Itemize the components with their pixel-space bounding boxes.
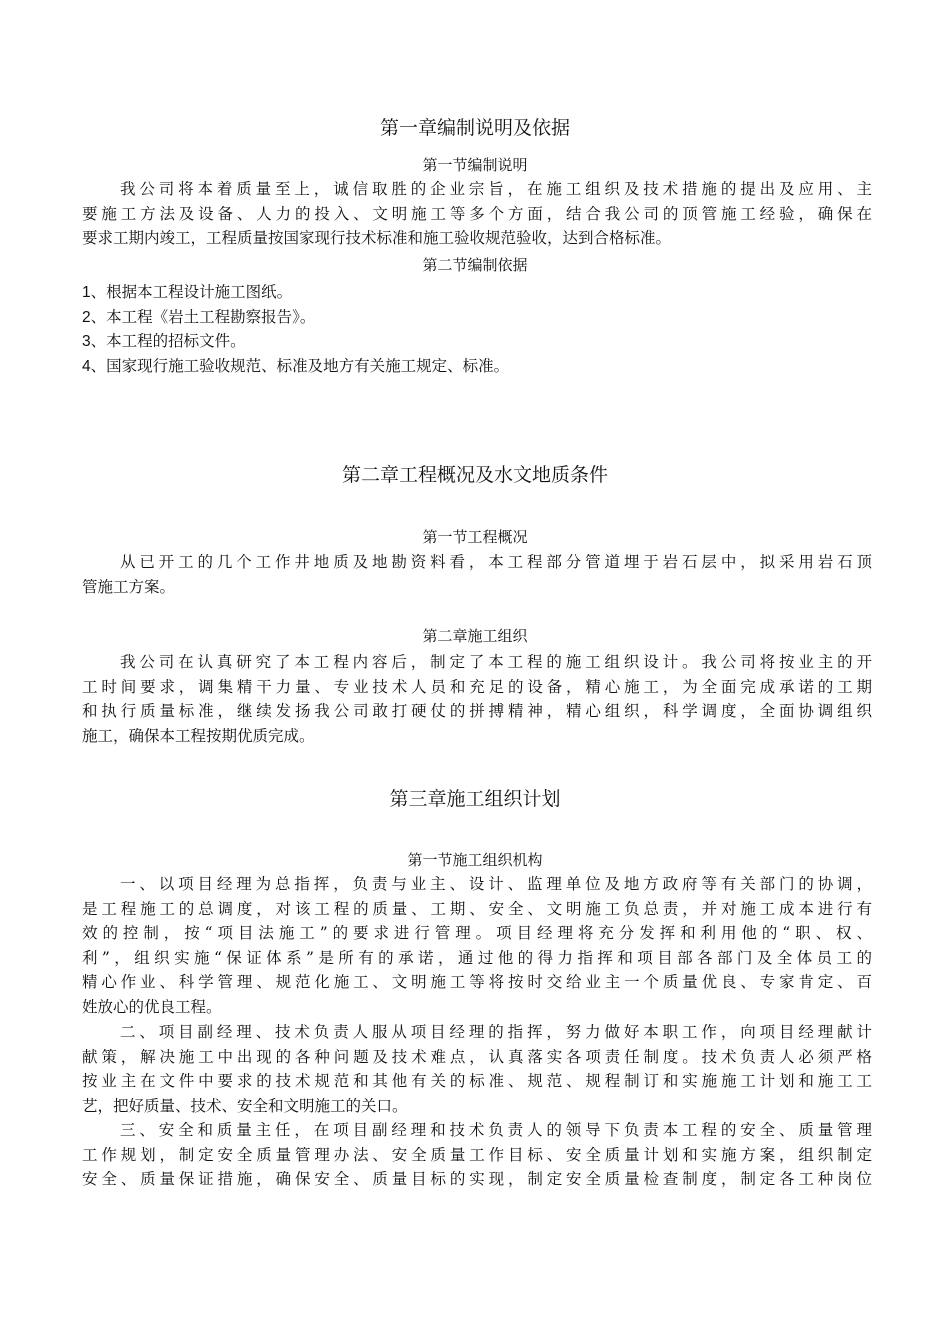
list-item-text: 、国家现行施工验收规范、标准及地方有关施工规定、标准。 [90, 356, 510, 375]
paragraph-line: 是工程施工的总调度，对该工程的质量、工期、安全、文明施工负总责，并对施工成本进行有 [82, 899, 872, 918]
paragraph-line: 艺，把好质量、技术、安全和文明施工的关口。 [82, 1096, 408, 1115]
paragraph-line: 三、安全和质量主任，在项目副经理和技术负责人的领导下负责本工程的安全、质量管理 [120, 1121, 872, 1139]
list-item [82, 354, 872, 379]
paragraph-line: 二、项目副经理、技术负责人服从项目经理的指挥，努力做好本职工作，向项目经理献计 [120, 1023, 872, 1041]
paragraph-line: 精心作业、科学管理、规范化施工、文明施工等将按时交给业主一个质量优良、专家肯定、百 [82, 973, 872, 992]
list-item [82, 305, 872, 330]
list-item-text: 、根据本工程设计施工图纸。 [90, 283, 293, 301]
paragraph-line: 按业主在文件中要求的技术规范和其他有关的标准、规范、规程制订和实施施工计划和施工工 [82, 1072, 872, 1091]
basis-list [82, 280, 872, 378]
chapter-2-section-1-paragraph [82, 550, 872, 599]
chapter-2-section-1-title: 第一节工程概况 [422, 528, 528, 546]
list-item [82, 280, 872, 305]
paragraph-line: 献策，解决施工中出现的各种问题及技术难点，认真落实各项责任制度。技术负责人必须严格 [82, 1047, 872, 1066]
paragraph-line: 安全、质量保证措施，确保安全、质量目标的实现，制定安全质量检查制度，制定各工种岗位 [82, 1170, 872, 1189]
paragraph-line: 从已开工的几个工作井地质及地勘资料看，本工程部分管道埋于岩石层中，拟采用岩石顶 [120, 553, 872, 571]
paragraph-line: 姓放心的优良工程。 [82, 997, 222, 1016]
list-item [82, 329, 872, 354]
paragraph-line: 工时间要求，调集精干力量、专业技术人员和充足的设备，精心施工，为全面完成承诺的工期 [82, 677, 872, 696]
chapter-3-title: 第三章施工组织计划 [389, 788, 561, 810]
paragraph-line: 工作规划，制定安全质量管理办法、安全质量工作目标、安全质量计划和实施方案，组织制定 [82, 1145, 872, 1164]
paragraph-line: 要求工期内竣工，工程质量按国家现行技术标准和施工验收规范验收，达到合格标准。 [82, 229, 672, 248]
chapter-1-title: 第一章编制说明及依据 [379, 117, 570, 139]
chapter-3-section-1-title: 第一节施工组织机构 [407, 851, 543, 869]
paragraph-line: 要施工方法及设备、人力的投入、文明施工等多个方面，结合我公司的顶管施工经验，确保在 [82, 204, 872, 223]
paragraph-line: 管施工方案。 [82, 577, 176, 596]
paragraph-line: 我公司在认真研究了本工程内容后，制定了本工程的施工组织设计。我公司将按业主的开 [120, 653, 872, 671]
paragraph-line: 一、以项目经理为总指挥，负责与业主、设计、监理单位及地方政府等有关部门的协调， [120, 875, 872, 893]
paragraph-line: 利”，组织实施“保证体系”是所有的承诺，通过他的得力指挥和项目部各部门及全体员工的 [82, 948, 872, 967]
paragraph-line: 效的控制，按“项目法施工”的要求进行管理。项目经理将充分发挥和利用他的“职、权、 [82, 924, 872, 943]
list-item-number: 3 [82, 333, 91, 351]
paragraph-line: 和执行质量标准，继续发扬我公司敢打硬仗的拼搏精神，精心组织，科学调度，全面协调组织 [82, 702, 872, 721]
chapter-1-section-1-title: 第一节编制说明 [422, 156, 528, 174]
chapter-3-paragraph-3 [82, 1118, 872, 1192]
chapter-3-paragraph-2 [82, 1020, 872, 1118]
list-item-number: 1 [82, 284, 91, 301]
list-item-number: 2 [82, 308, 91, 326]
list-item-text: 、本工程《岩土工程勘察报告》。 [90, 307, 316, 326]
list-item-number: 4 [82, 357, 91, 375]
paragraph-line: 施工，确保本工程按期优质完成。 [82, 726, 315, 745]
list-item-text: 、本工程的招标文件。 [90, 332, 246, 351]
chapter-2-title: 第二章工程概况及水文地质条件 [341, 464, 608, 486]
paragraph-line: 我公司将本着质量至上，诚信取胜的企业宗旨，在施工组织及技术措施的提出及应用、主 [120, 180, 872, 198]
chapter-3-paragraph-1 [82, 872, 872, 1020]
chapter-1-section-1-paragraph [82, 177, 872, 251]
chapter-1-section-2-title: 第二节编制依据 [422, 256, 528, 274]
chapter-2-section-2-paragraph [82, 650, 872, 748]
chapter-2-section-2-title: 第二章施工组织 [422, 627, 528, 645]
